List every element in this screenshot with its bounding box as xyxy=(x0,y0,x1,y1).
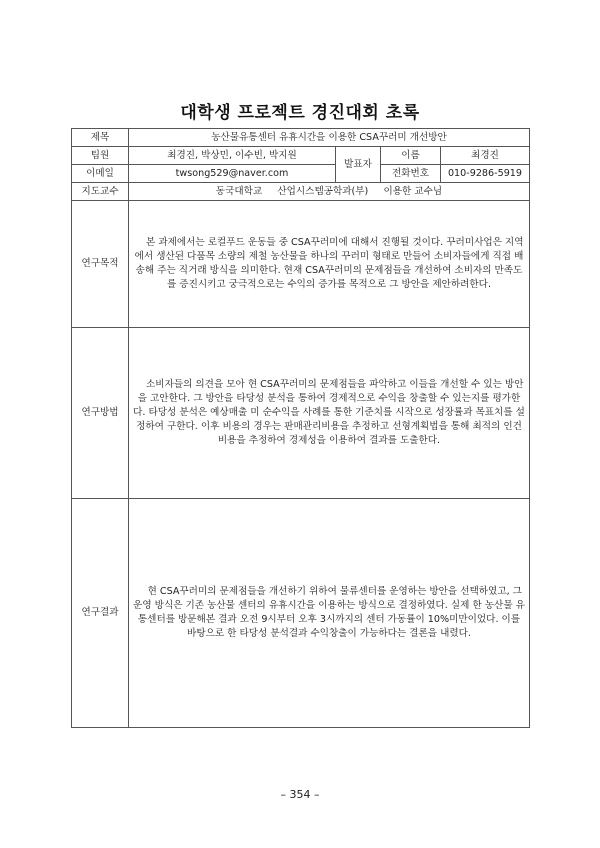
phone-label: 전화번호 xyxy=(381,165,441,183)
subject-label: 제목 xyxy=(72,129,129,147)
page-title: 대학생 프로젝트 경진대회 초록 xyxy=(180,103,420,123)
purpose-text: 본 과제에서는 로컬푸드 운동들 중 CSA꾸러미에 대해서 진행될 것이다. 꾸러미사업은 지역에서 생산된 다품목 소량의 제철 농산물을 하나의 꾸러미 형태로 만들어 소비자들에게 직접 배송해 주는 직거래 방식을 의미한다. 현재 CSA꾸러미의 문제점들을 개선하여 소비자의 만족도를 증진시키고 궁극적으로는 수익의 증가를 목적으로 그 방안을 제안하려한다. xyxy=(134,237,524,290)
purpose-row xyxy=(72,201,530,328)
result-row xyxy=(72,499,530,728)
subject-value: 농산물유통센터 유휴시간을 이용한 CSA꾸러미 개선방안 xyxy=(129,129,530,147)
advisor-label: 지도교수 xyxy=(72,183,129,201)
advisor-row xyxy=(72,183,530,201)
purpose-label: 연구목적 xyxy=(72,201,129,328)
method-row xyxy=(72,328,530,499)
method-text: 소비자들의 의견을 모아 현 CSA꾸러미의 문제점들을 파악하고 이들을 개선할 수 있는 방안을 고안한다. 그 방안을 타당성 분석을 통하여 경제적으로 수익을 창출할 수 있는지를 평가한다. 타당성 분석은 예상매출 미 순수익을 사례를 통한 기준치를 시작으로 성장률과 목표치를 설정하여 구한다. 이후 비용의 경우는 판매관리비용을 추정하고 선형계획법을 통해 최적의 인건비용을 추정하여 경제성을 이용하여 결과를 도출한다. xyxy=(133,379,525,446)
method-text-cell xyxy=(129,328,530,499)
team-label: 팀원 xyxy=(72,147,129,165)
page-number: – 354 – xyxy=(280,788,320,801)
abstract-form-table xyxy=(71,128,530,728)
phone-value: 010-9286-5919 xyxy=(441,165,530,183)
email-value: twsong529@naver.com xyxy=(129,165,336,183)
result-label: 연구결과 xyxy=(72,499,129,728)
name-label: 이름 xyxy=(381,147,441,165)
name-value: 최경진 xyxy=(441,147,530,165)
method-label: 연구방법 xyxy=(72,328,129,499)
email-label: 이메일 xyxy=(72,165,129,183)
email-row xyxy=(72,165,530,183)
result-text: 현 CSA꾸러미의 문제점들을 개선하기 위하여 물류센터를 운영하는 방안을 선택하였고, 그 운영 방식은 기존 농산물 센터의 유휴시간을 이용하는 방식으로 결정하였다. 실제 한 농산물 유통센터를 방문해본 결과 오전 9시부터 오후 3시까지의 센터 가동률이 10%미만이었다. 이를 바탕으로 한 타당성 분석결과 수익창출이 가능하다는 결론을 내렸다. xyxy=(133,586,525,639)
team-row xyxy=(72,147,530,165)
team-value: 최경진, 박상민, 이수빈, 박지원 xyxy=(129,147,336,165)
presenter-label: 발표자 xyxy=(336,147,381,183)
purpose-text-cell xyxy=(129,201,530,328)
advisor-value: 동국대학교 산업시스템공학과(부) 이용한 교수님 xyxy=(129,183,530,201)
result-text-cell xyxy=(129,499,530,728)
subject-row xyxy=(72,129,530,147)
